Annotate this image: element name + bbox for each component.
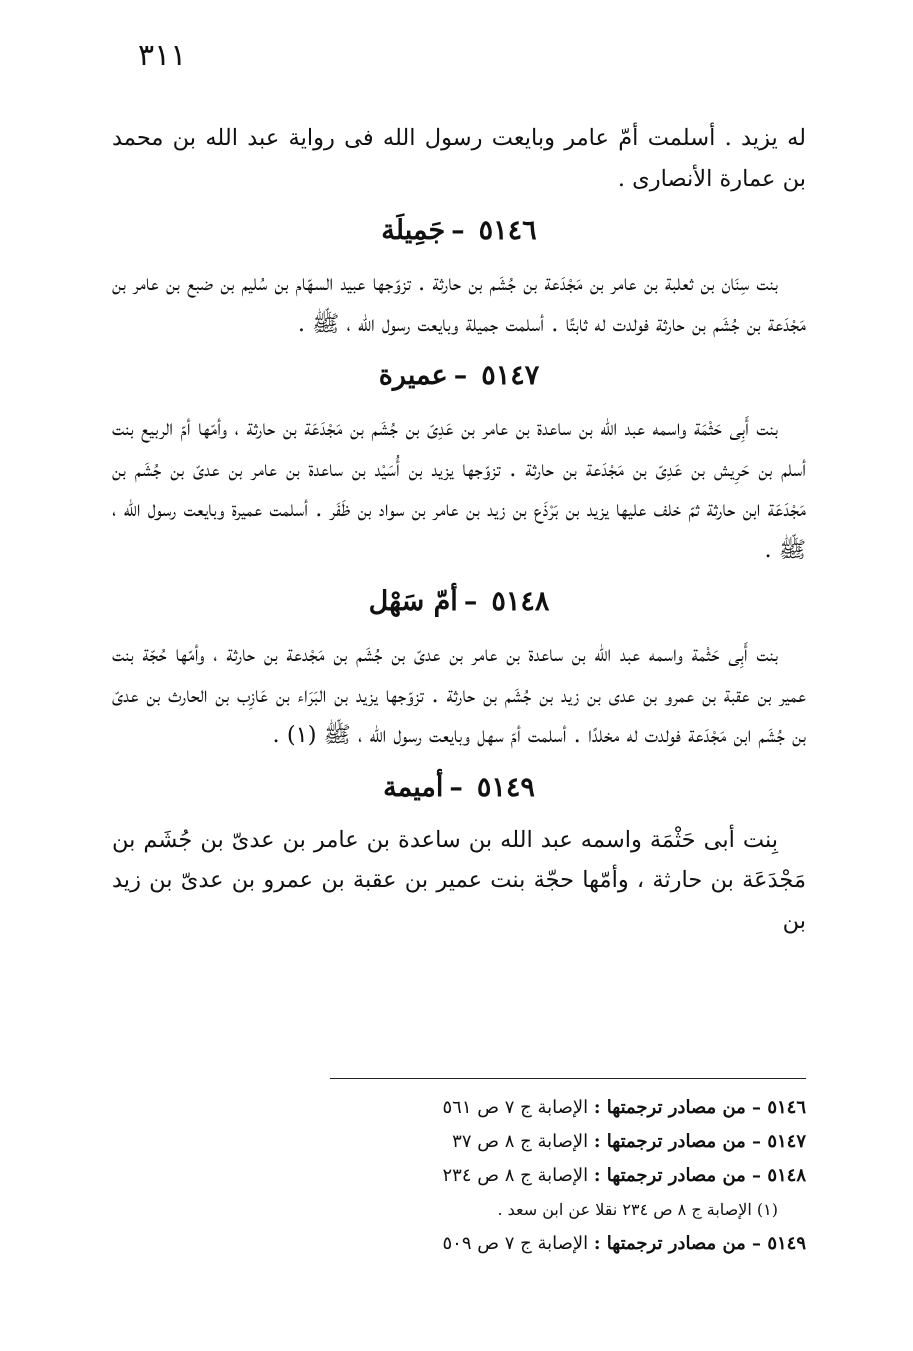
entry-name: جَمِيلَة bbox=[381, 215, 446, 246]
entry-heading-5148 bbox=[112, 582, 806, 622]
entry-name: عميرة bbox=[378, 360, 448, 391]
footnote-label: ٥١٤٧ – من مصادر ترجمتها : bbox=[593, 1131, 806, 1152]
footnote-5146 bbox=[330, 1091, 806, 1125]
footnote-note-1 bbox=[330, 1193, 806, 1227]
intro-paragraph: له يزيد . أسلمت أمّ عامر وبايعت رسول الله فى رواية عبد الله بن محمد بن عمارة الأنصارى . bbox=[112, 125, 806, 192]
entry-body: بنت أَبِى حَثْمة واسمه عبد الله بن ساعدة بن عامر بن عدىّ بن جُشَم بن مَجْدعة بن حارثة ، وأمّها حُجّة بنت عمير بن عقبة بن عمرو بن عدى بن زيد بن جُشَم بن حارثة . تزوّجها يزيد بن البَرَاء بن عَازِب بن الحارث بن عدىّ بن جُشَم ابن مَجْدَعة فولدت له مخلدًا . أسلمت أمّ سهل وبايعت رسول الله ، ﷺ (١) . bbox=[112, 641, 806, 748]
entry-body: بنت أَبِى حَثْمَة واسمه عبد الله بن ساعدة بن عامر بن عَدِىّ بن جُشَم بن مَجْدَعَة بن حارثة ، وأمّها أمّ الربيع بنت أسلم بن حَرِيش بن عَدِىّ بن مَجْدَعة بن حارثة . تزوّجها يزيد بن أُسَيْد بن ساعدة بن عامر بن عدىّ بن جُشَم بن مَجْدَعَة ابن حارثة ثمّ خلف عليها يزيد بن بَرْذَع بن زيد بن عامر بن سواد بن ظَفَر . أسلمت عميرة وبايعت رسول الله ، ﷺ . bbox=[112, 415, 806, 563]
footnote-source: الإصابة ج ٨ ص ٣٧ bbox=[452, 1131, 594, 1152]
heading-dash: – bbox=[463, 586, 478, 617]
footnote-5149 bbox=[330, 1227, 806, 1261]
entry-heading-5146 bbox=[112, 211, 806, 251]
entry-name: أمّ سَهْل bbox=[368, 586, 458, 617]
footnote-5147 bbox=[330, 1125, 806, 1159]
entry-heading-5147 bbox=[112, 356, 806, 396]
heading-dash: – bbox=[451, 215, 465, 246]
footnote-label: ٥١٤٦ – من مصادر ترجمتها : bbox=[593, 1097, 806, 1118]
footnotes bbox=[330, 1078, 806, 1261]
entry-heading-5149 bbox=[112, 768, 806, 808]
entry-number: ٥١٤٩ bbox=[476, 771, 535, 803]
main-text bbox=[112, 118, 806, 941]
heading-dash: – bbox=[449, 771, 463, 803]
heading-dash: – bbox=[453, 360, 468, 391]
entry-name: أميمة bbox=[383, 771, 444, 803]
entry-text-5146 bbox=[112, 263, 806, 344]
footnote-label: ٥١٤٨ – من مصادر ترجمتها : bbox=[593, 1165, 806, 1186]
footnote-source: الإصابة ج ٨ ص ٢٣٤ bbox=[442, 1165, 594, 1186]
entry-text-5148 bbox=[112, 634, 806, 756]
footnote-5148 bbox=[330, 1159, 806, 1193]
entry-number: ٥١٤٧ bbox=[481, 360, 540, 391]
entry-text-5147 bbox=[112, 408, 806, 570]
footnote-label: ٥١٤٩ – من مصادر ترجمتها : bbox=[593, 1233, 806, 1254]
footnote-source: الإصابة ج ٧ ص ٥٦١ bbox=[442, 1097, 594, 1118]
page-number: ٣١١ bbox=[138, 38, 187, 73]
entry-body: بِنت أبى حَثْمَة واسمه عبد الله بن ساعدة بن عامر بن عدىّ بن جُشَم بن مَجْدَعَة بن حارثة ، وأمّها حجّة بنت عمير بن عقبة بن عمرو بن عدىّ بن زيد بن bbox=[112, 826, 806, 934]
footnote-source: الإصابة ج ٧ ص ٥٠٩ bbox=[442, 1233, 594, 1254]
entry-number: ٥١٤٨ bbox=[491, 586, 550, 617]
entry-body: بنت سِنَان بن ثعلبة بن عامر بن مَجْدَعة بن جُشَم بن حارثة . تزوّجها عبيد السهّام بن سُليم بن ضبع بن عامر بن مَجْدَعة بن جُشَم بن حارثة فولدت له ثابتًا . أسلمت جميلة وبايعت رسول الله ، ﷺ . bbox=[112, 270, 806, 337]
entry-text-5149 bbox=[112, 820, 806, 942]
footnote-source: (١) الإصابة ج ٨ ص ٢٣٤ نقلا عن ابن سعد . bbox=[497, 1200, 778, 1219]
entry-number: ٥١٤٦ bbox=[478, 215, 537, 246]
